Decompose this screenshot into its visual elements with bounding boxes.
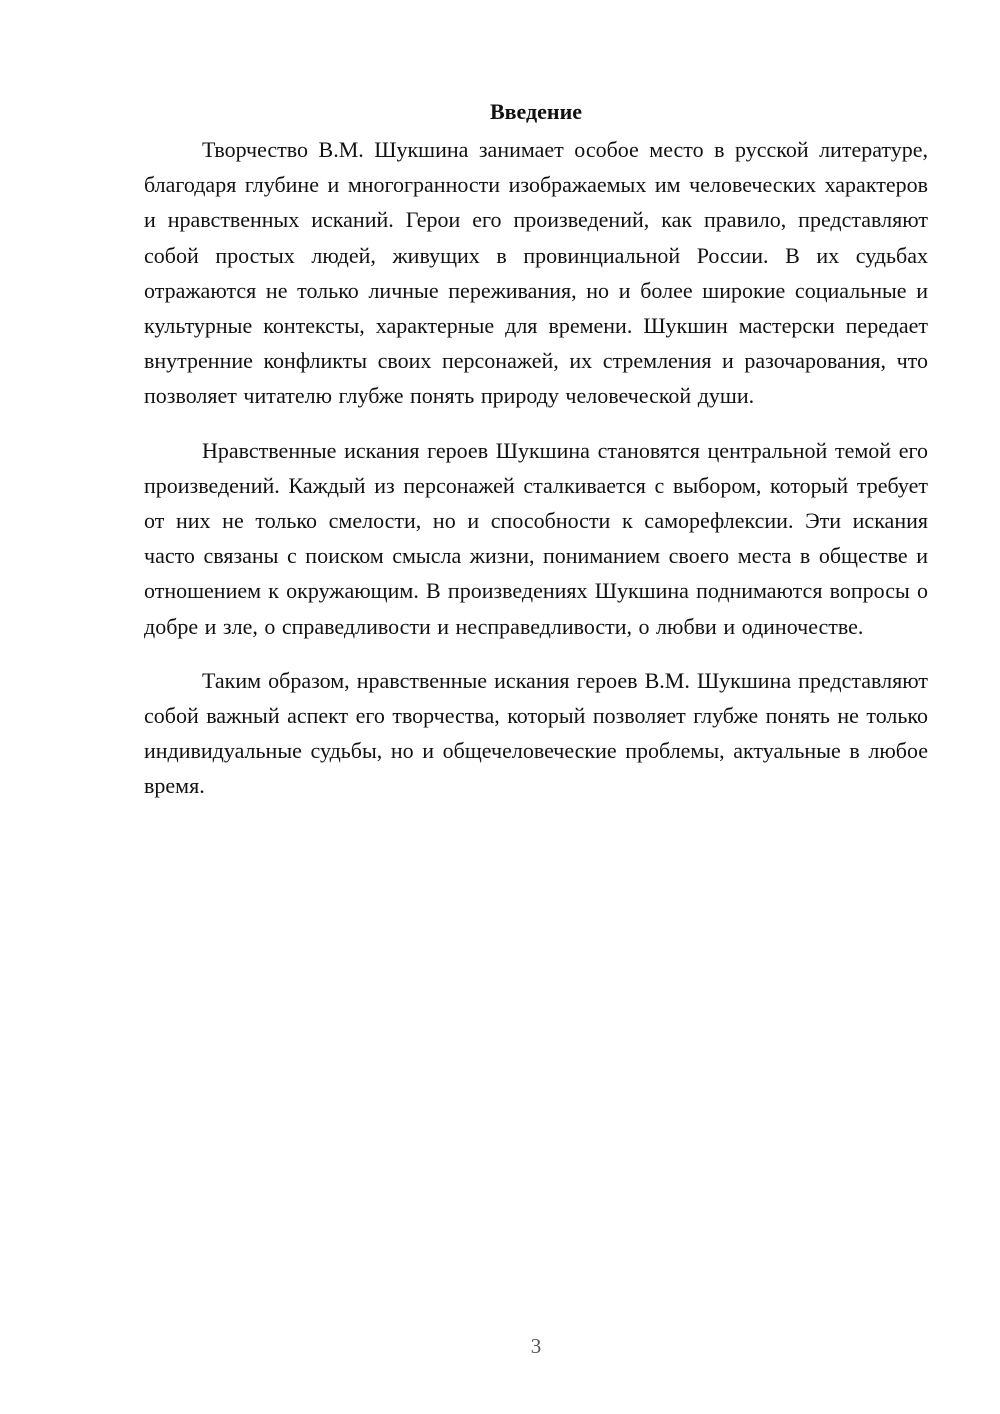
page-content (144, 96, 928, 804)
section-heading: Введение (489, 99, 583, 124)
paragraph-2: Нравственные искания героев Шукшина становятся центральной темой его произведений. Каждый из персонажей сталкивается с выбором, который требует от них не только смелости, но и способности к саморефлексии. Эти искания часто связаны с поиском смысла жизни, пониманием своего места в обществе и отношением к окружающим. В произведениях Шукшина поднимаются вопросы о добре и зле, о справедливости и несправедливости, о любви и одиночестве. (144, 437, 928, 639)
paragraph-3: Таким образом, нравственные искания героев В.М. Шукшина представляют собой важный аспект его творчества, который позволяет глубже понять не только индивидуальные судьбы, но и общечеловеческие проблемы, актуальные в любое время. (144, 667, 928, 799)
page-number: 3 (530, 1334, 542, 1358)
paragraph-1: Творчество В.М. Шукшина занимает особое место в русской литературе, благодаря глубине и многогранности изображаемых им человеческих характеров и нравственных исканий. Герои его произведений, как правило, представляют собой простых людей, живущих в провинциальной России. В их судьбах отражаются не только личные переживания, но и более широкие социальные и культурные контексты, характерные для времени. Шукшин мастерски передает внутренние конфликты своих персонажей, их стремления и разочарования, что позволяет читателю глубже понять природу человеческой души. (144, 137, 928, 409)
